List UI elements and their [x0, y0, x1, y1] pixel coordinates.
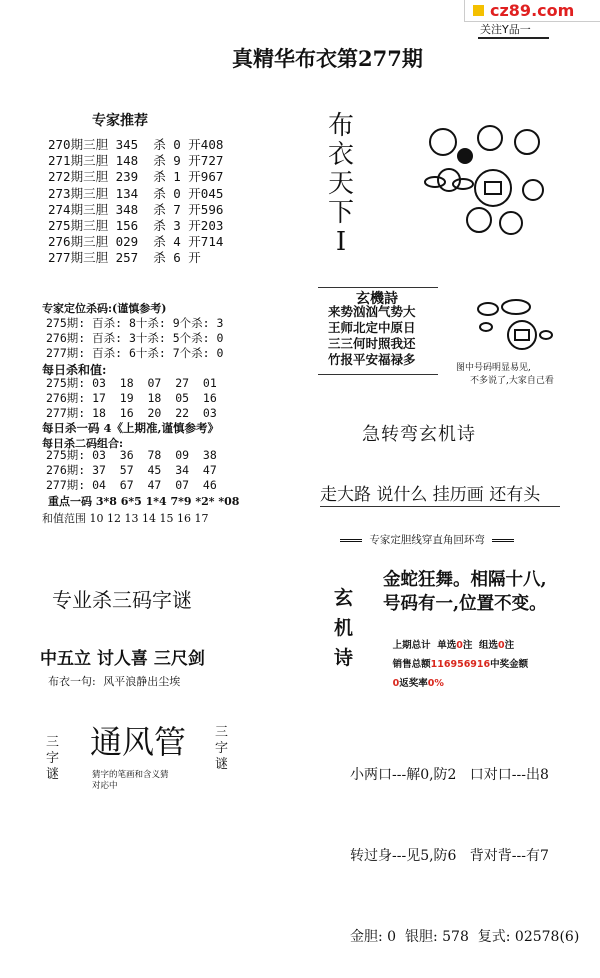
sum-heading: 每日杀和值: — [42, 363, 107, 377]
divider — [318, 374, 438, 375]
list-item: 小两口---解0,防2 口对口---出8 — [350, 767, 549, 783]
turn-title: 急转弯玄机诗 — [362, 424, 476, 445]
divider — [320, 506, 560, 507]
kill-list — [46, 316, 223, 361]
riddle-heading: 专业杀三码字谜 — [52, 588, 192, 612]
poem-line: 三三何时照我还 — [328, 336, 416, 351]
banner — [340, 532, 514, 547]
list-item: 275期: 百杀: 8十杀: 9个杀: 3 — [46, 316, 224, 330]
list-item: 275期: 03 36 78 09 38 — [46, 448, 217, 462]
site-watermark — [464, 0, 600, 22]
list-item: 转过身---见5,防6 背对背---有7 — [350, 848, 549, 864]
xuanji-headline: 金蛇狂舞。相隔十八, 号码有一,位置不变。 — [383, 570, 547, 614]
follow-note: 关注Y品一 — [478, 21, 549, 39]
list-item: 277期: 04 67 47 07 46 — [46, 478, 217, 492]
list-item: 276期: 37 57 45 34 47 — [46, 463, 217, 477]
two-code-list — [46, 448, 217, 493]
side-label-left: 三字谜 — [46, 735, 60, 782]
expert-list — [48, 137, 223, 267]
riddle-hint: 猜字的笔画和含义猜 对応中 — [92, 770, 169, 791]
riddle-sentence-label: 布衣一句: — [48, 675, 96, 688]
list-item: 270期三胆 345 杀 0 开408 — [48, 137, 224, 152]
xuanji-return: 0返奖率0% — [392, 678, 444, 689]
list-item: 277期: 百杀: 6十杀: 7个杀: 0 — [46, 346, 224, 360]
poem-line: 来势汹汹气势大 — [328, 304, 416, 319]
sum-list — [46, 376, 217, 421]
riddle-line: 中五立 讨人喜 三尺剑 — [40, 649, 205, 669]
vertical-title: 布 衣 天 下 I — [327, 111, 354, 257]
kill-heading: 专家定位杀码:(谨慎参考) — [42, 302, 167, 315]
two-code-heading: 每日杀二码组合: — [42, 437, 124, 450]
expert-heading: 专家推荐 — [92, 113, 148, 129]
list-item: 275期: 03 18 07 27 01 — [46, 376, 217, 390]
xuanji-sales: 销售总额116956916中奖金额 — [392, 659, 529, 670]
turn-line: 走大路 说什么 挂历画 还有头 — [320, 485, 541, 505]
list-item: 277期三胆 257 杀 6 开 — [48, 250, 201, 266]
riddle-main: 通风管 — [90, 723, 187, 761]
poem-line: 王师北定中原日 — [328, 320, 416, 335]
poem-note: 图中号码明显易见, 不多说了,大家自己看 — [456, 363, 554, 386]
list-item: 272期三胆 239 杀 1 开967 — [48, 169, 224, 185]
sum-range: 和值范围 10 12 13 14 15 16 17 — [42, 512, 209, 525]
site-logo-icon — [473, 5, 484, 16]
poem-title: 玄機詩 — [356, 291, 398, 307]
coin-pieces-icon — [470, 297, 555, 357]
list-item: 277期: 18 16 20 22 03 — [46, 406, 217, 420]
riddle-sentence-text: 风平浪静出尘埃 — [103, 675, 181, 688]
focus-code: 重点一码 3*8 6*5 1*4 7*9 *2* *08 — [48, 495, 240, 508]
poem-line: 竹报平安福禄多 — [328, 352, 416, 367]
one-code-heading: 每日杀一码 4《上期准,谨慎参考》 — [42, 421, 220, 435]
poem-lines — [328, 304, 416, 368]
list-item: 274期三胆 348 杀 7 开596 — [48, 201, 224, 217]
list-item: 275期三胆 156 杀 3 开203 — [48, 218, 224, 234]
list-item: 271期三胆 148 杀 9 开727 — [48, 153, 224, 169]
xuanji-vertical: 玄 机 诗 — [334, 587, 354, 669]
site-name: cz89.com — [490, 1, 575, 20]
bottom-right-list — [350, 708, 579, 978]
side-label-right: 三字谜 — [215, 725, 229, 772]
list-item: 276期: 17 19 18 05 16 — [46, 391, 217, 405]
list-item: 276期三胆 029 杀 4 开714 — [48, 234, 224, 250]
page-title: 真精华布衣第277期 — [232, 46, 423, 71]
coins-picture-icon — [415, 120, 550, 240]
list-item: 273期三胆 134 杀 0 开045 — [48, 185, 224, 201]
list-item: 金胆: 0 银胆: 578 复式: 02578(6) — [350, 929, 580, 945]
banner-text: 专家定胆线穿直角回环弯 — [369, 534, 485, 546]
list-item: 276期: 百杀: 3十杀: 5个杀: 0 — [46, 331, 224, 345]
riddle-sentence — [48, 673, 180, 689]
xuanji-stats: 上期总计 单选0注 组选0注 — [392, 640, 515, 651]
